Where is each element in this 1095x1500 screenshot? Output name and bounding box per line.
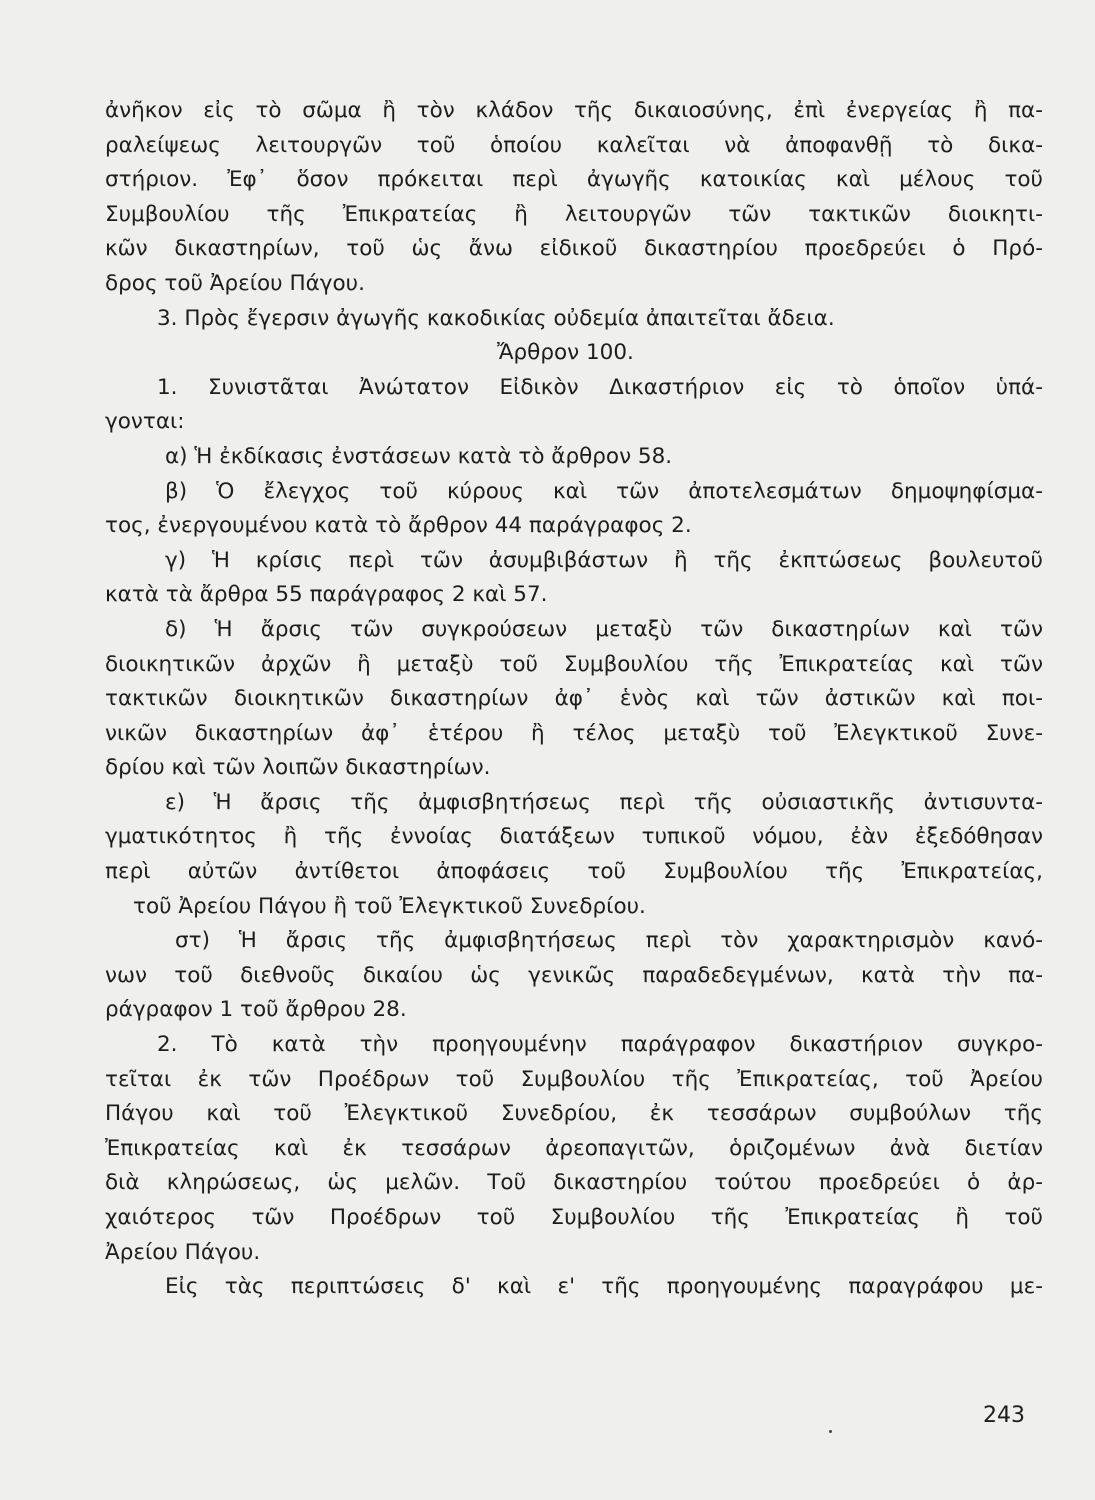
- item-alpha: α) Ἡ ἐκδίκασις ἐνστάσεων κατὰ τὸ ἄρθρον 58.: [165, 443, 673, 469]
- text-line: Εἰς τὰς περιπτώσεις δ' καὶ ε' τῆς προηγουμένης παραγράφου με-: [165, 1274, 1043, 1300]
- paragraph-3: 3. Πρὸς ἔγερσιν ἀγωγῆς κακοδικίας οὐδεμία ἀπαιτεῖται ἄδεια.: [157, 305, 835, 331]
- text-line: Ἐπικρατείας καὶ ἐκ τεσσάρων ἀρεοπαγιτῶν, ὁριζομένων ἀνὰ διετίαν: [105, 1135, 1043, 1161]
- item-delta: δ) Ἡ ἄρσις τῶν συγκρούσεων μεταξὺ τῶν δικαστηρίων καὶ τῶν: [165, 616, 1043, 642]
- text-line: περὶ αὐτῶν ἀντίθετοι ἀποφάσεις τοῦ Συμβουλίου τῆς Ἐπικρατείας,: [105, 859, 1043, 885]
- item-stigma: στ) Ἡ ἄρσις τῆς ἀμφισβητήσεως περὶ τὸν χαρακτηρισμὸν κανό-: [175, 928, 1043, 954]
- text-line: γονται:: [105, 409, 185, 435]
- text-line: τακτικῶν διοικητικῶν δικαστηρίων ἀφ᾿ ἑνὸς καὶ τῶν ἀστικῶν καὶ ποι-: [105, 686, 1043, 712]
- text-line: τεῖται ἐκ τῶν Προέδρων τοῦ Συμβουλίου τῆς Ἐπικρατείας, τοῦ Ἀρείου: [105, 1066, 1043, 1092]
- page-number: 243: [983, 1403, 1025, 1428]
- text-line: κῶν δικαστηρίων, τοῦ ὡς ἄνω εἰδικοῦ δικαστηρίου προεδρεύει ὁ Πρό-: [105, 236, 1043, 262]
- text-line: στήριον. Ἐφ᾿ ὅσον πρόκειται περὶ ἀγωγῆς κατοικίας καὶ μέλους τοῦ: [105, 167, 1043, 193]
- text-line: Ἀρείου Πάγου.: [105, 1239, 261, 1265]
- text-line: ράγραφον 1 τοῦ ἄρθρου 28.: [105, 997, 407, 1023]
- text-line: διοικητικῶν ἀρχῶν ἢ μεταξὺ τοῦ Συμβουλίου τῆς Ἐπικρατείας καὶ τῶν: [105, 651, 1043, 677]
- print-speck: [829, 1430, 832, 1433]
- text-line: τος, ἐνεργουμένου κατὰ τὸ ἄρθρον 44 παράγραφος 2.: [105, 513, 692, 539]
- text-line: νων τοῦ διεθνοῦς δικαίου ὡς γενικῶς παραδεδεγμένων, κατὰ τὴν πα-: [105, 962, 1043, 988]
- text-line: δρος τοῦ Ἀρείου Πάγου.: [105, 270, 365, 296]
- text-line: χαιότερος τῶν Προέδρων τοῦ Συμβουλίου τῆς Ἐπικρατείας ἢ τοῦ: [105, 1205, 1043, 1230]
- text-line: γματικότητος ἢ τῆς ἐννοίας διατάξεων τυπικοῦ νόμου, ἐὰν ἐξεδόθησαν: [105, 824, 1043, 850]
- text-line: τοῦ Ἀρείου Πάγου ἢ τοῦ Ἐλεγκτικοῦ Συνεδρίου.: [133, 893, 646, 919]
- item-epsilon: ε) Ἡ ἄρσις τῆς ἀμφισβητήσεως περὶ τῆς οὐσιαστικῆς ἀντισυντα-: [165, 789, 1043, 815]
- text-line: Πάγου καὶ τοῦ Ἐλεγκτικοῦ Συνεδρίου, ἐκ τεσσάρων συμβούλων τῆς: [105, 1101, 1043, 1127]
- text-line: ἀνῆκον εἰς τὸ σῶμα ἢ τὸν κλάδον τῆς δικαιοσύνης, ἐπὶ ἐνεργείας ἢ πα-: [105, 98, 1043, 123]
- paragraph-2: 2. Τὸ κατὰ τὴν προηγουμένην παράγραφον δικαστήριον συγκρο-: [157, 1032, 1043, 1058]
- text-line: ραλείψεως λειτουργῶν τοῦ ὁποίου καλεῖται νὰ ἀποφανθῇ τὸ δικα-: [105, 132, 1043, 158]
- item-gamma: γ) Ἡ κρίσις περὶ τῶν ἀσυμβιβάστων ἢ τῆς ἐκπτώσεως βουλευτοῦ: [165, 547, 1043, 573]
- text-line: κατὰ τὰ ἄρθρα 55 παράγραφος 2 καὶ 57.: [105, 582, 548, 608]
- item-beta: β) Ὁ ἔλεγχος τοῦ κύρους καὶ τῶν ἀποτελεσμάτων δημοψηφίσμα-: [165, 478, 1043, 504]
- paragraph-1: 1. Συνιστᾶται Ἀνώτατον Εἰδικὸν Δικαστήριον εἰς τὸ ὁποῖον ὑπά-: [157, 374, 1043, 400]
- article-heading: Ἄρθρον 100.: [497, 340, 634, 366]
- body-text: [105, 94, 1043, 1305]
- text-line: Συμβουλίου τῆς Ἐπικρατείας ἢ λειτουργῶν τῶν τακτικῶν διοικητι-: [105, 201, 1043, 227]
- text-line: δρίου καὶ τῶν λοιπῶν δικαστηρίων.: [105, 755, 491, 781]
- text-line: διὰ κληρώσεως, ὡς μελῶν. Τοῦ δικαστηρίου τούτου προεδρεύει ὁ ἀρ-: [105, 1170, 1043, 1196]
- text-line: νικῶν δικαστηρίων ἀφ᾿ ἑτέρου ἢ τέλος μεταξὺ τοῦ Ἐλεγκτικοῦ Συνε-: [105, 720, 1043, 746]
